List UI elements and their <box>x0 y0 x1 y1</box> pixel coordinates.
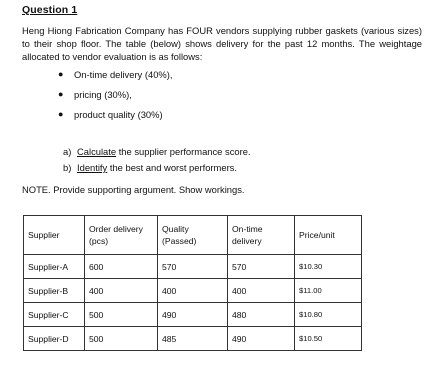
cell-supplier: Supplier-A <box>24 255 85 279</box>
criteria-item <box>58 88 172 108</box>
task-item <box>63 146 251 162</box>
cell-ontime: 400 <box>228 279 295 303</box>
criteria-item <box>58 68 172 88</box>
cell-price: $10.80 <box>295 303 362 327</box>
header-label: On-time <box>232 224 263 234</box>
task-marker: b) <box>63 162 72 173</box>
criteria-list <box>58 68 172 128</box>
header-label: Supplier <box>28 230 60 240</box>
header-order-delivery <box>85 216 158 255</box>
criteria-label: product quality (30%) <box>74 109 163 120</box>
cell-ontime: 570 <box>228 255 295 279</box>
cell-supplier: Supplier-B <box>24 279 85 303</box>
cell-quality: 485 <box>158 327 228 351</box>
task-marker: a) <box>63 146 72 157</box>
header-on-time-delivery <box>228 216 295 255</box>
task-list <box>63 146 251 178</box>
header-label: Quality <box>162 224 189 234</box>
cell-price: $10.50 <box>295 327 362 351</box>
header-quality <box>158 216 228 255</box>
header-sublabel: (pcs) <box>89 236 109 246</box>
task-text: the best and worst performers. <box>107 162 237 173</box>
cell-quality: 570 <box>158 255 228 279</box>
task-verb: Identify <box>77 162 108 173</box>
header-label: Price/unit <box>299 230 335 240</box>
table-header-row <box>24 216 362 255</box>
criteria-item <box>58 108 172 128</box>
table-row <box>24 279 362 303</box>
bullet-icon: ● <box>58 69 64 79</box>
question-heading: Question 1 <box>22 4 78 16</box>
cell-supplier: Supplier-D <box>24 327 85 351</box>
header-supplier <box>24 216 85 255</box>
cell-price: $11.00 <box>295 279 362 303</box>
cell-ontime: 480 <box>228 303 295 327</box>
question-intro: Heng Hiong Fabrication Company has FOUR vendors supplying rubber gaskets (various sizes) to their shop floor. The table (below) shows delivery for the past 12 months. The weightage allocated to vendor evaluation is as follows: <box>22 25 422 63</box>
cell-order: 500 <box>85 327 158 351</box>
table-row <box>24 255 362 279</box>
header-label: Order delivery <box>89 224 143 234</box>
cell-order: 600 <box>85 255 158 279</box>
cell-order: 400 <box>85 279 158 303</box>
cell-quality: 400 <box>158 279 228 303</box>
header-price-unit <box>295 216 362 255</box>
cell-supplier: Supplier-C <box>24 303 85 327</box>
bullet-icon: ● <box>58 109 64 119</box>
cell-ontime: 490 <box>228 327 295 351</box>
table-row <box>24 327 362 351</box>
vendor-table <box>23 215 362 351</box>
task-item <box>63 162 251 178</box>
criteria-label: pricing (30%), <box>74 89 132 100</box>
table-row <box>24 303 362 327</box>
task-text: the supplier performance score. <box>116 146 251 157</box>
header-sublabel: delivery <box>232 236 262 246</box>
bullet-icon: ● <box>58 89 64 99</box>
cell-order: 500 <box>85 303 158 327</box>
cell-quality: 490 <box>158 303 228 327</box>
cell-price: $10.30 <box>295 255 362 279</box>
criteria-label: On-time delivery (40%), <box>74 69 173 80</box>
note-text: NOTE. Provide supporting argument. Show workings. <box>22 184 245 195</box>
header-sublabel: (Passed) <box>162 236 197 246</box>
task-verb: Calculate <box>77 146 117 157</box>
